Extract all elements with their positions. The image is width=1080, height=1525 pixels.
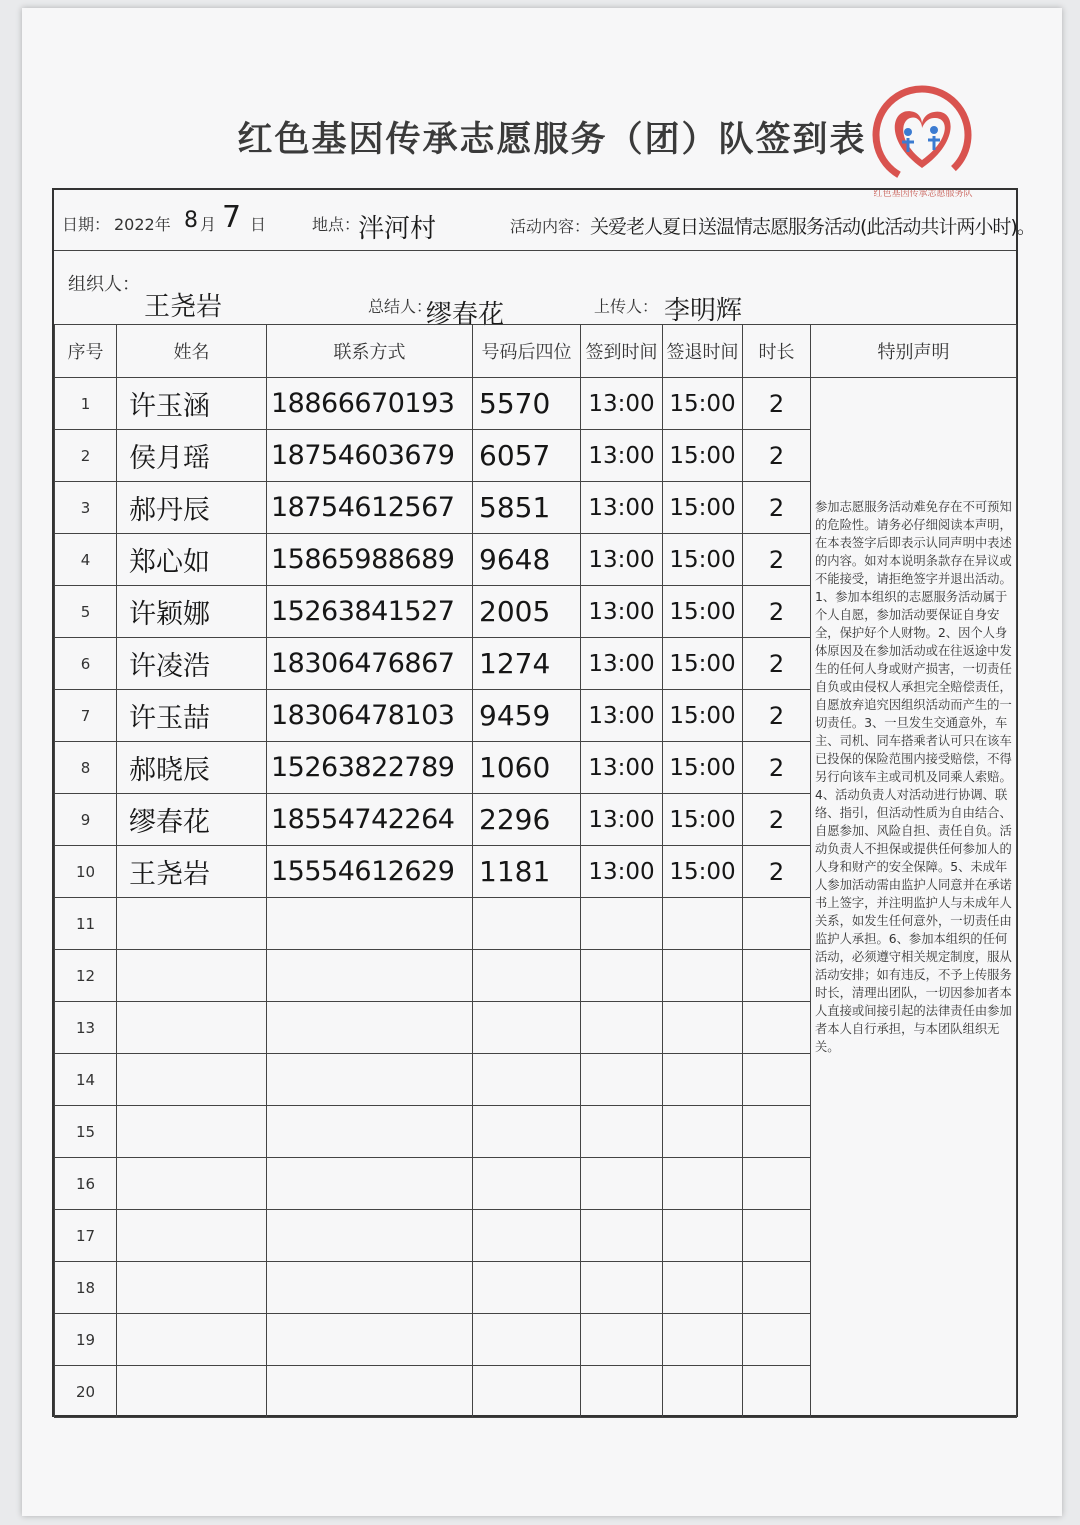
row-number: 6 <box>55 638 117 690</box>
phone-cell <box>267 1106 473 1158</box>
logo-caption: 红色基因传承志愿服务队 <box>873 189 973 199</box>
name-cell: 王尧岩 <box>117 846 267 898</box>
sign-in-time-cell: 13:00 <box>581 794 663 846</box>
duration-cell <box>743 1262 811 1314</box>
sign-in-time-cell <box>581 1106 663 1158</box>
content-label: 活动内容： <box>510 217 591 236</box>
paper-sheet <box>22 8 1062 1516</box>
name-cell <box>117 1314 267 1366</box>
sign-in-time-cell <box>581 1158 663 1210</box>
phone-cell <box>267 950 473 1002</box>
date-day: 7 <box>222 200 242 235</box>
sign-in-time-cell <box>581 950 663 1002</box>
meta-row-people <box>54 250 1016 330</box>
summarizer-label: 总结人： <box>368 297 433 316</box>
sign-out-time-cell <box>663 1002 743 1054</box>
sign-in-time-cell: 13:00 <box>581 742 663 794</box>
row-number: 2 <box>55 430 117 482</box>
last4-cell: 2005 <box>473 586 581 638</box>
last4-cell <box>473 898 581 950</box>
name-cell: 许玉喆 <box>117 690 267 742</box>
name-cell: 郑心如 <box>117 534 267 586</box>
header-name: 姓名 <box>117 325 267 378</box>
header-no: 序号 <box>55 325 117 378</box>
sign-in-time-cell: 13:00 <box>581 482 663 534</box>
last4-cell <box>473 950 581 1002</box>
sign-in-time-cell <box>581 1054 663 1106</box>
phone-cell <box>267 1210 473 1262</box>
name-cell <box>117 1366 267 1418</box>
phone-cell: 15865988689 <box>267 534 473 586</box>
sign-out-time-cell: 15:00 <box>663 690 743 742</box>
row-number: 15 <box>55 1106 117 1158</box>
name-cell <box>117 1210 267 1262</box>
last4-cell <box>473 1210 581 1262</box>
sign-out-time-cell <box>663 1106 743 1158</box>
name-cell <box>117 1106 267 1158</box>
header-last4: 号码后四位 <box>473 325 581 378</box>
row-number: 4 <box>55 534 117 586</box>
sign-in-time-cell <box>581 1314 663 1366</box>
duration-cell: 2 <box>743 690 811 742</box>
row-number: 16 <box>55 1158 117 1210</box>
last4-cell: 2296 <box>473 794 581 846</box>
row-number: 14 <box>55 1054 117 1106</box>
phone-cell: 15263822789 <box>267 742 473 794</box>
sign-in-time-cell: 13:00 <box>581 378 663 430</box>
name-cell: 侯月瑶 <box>117 430 267 482</box>
uploader-label: 上传人： <box>594 297 659 316</box>
sign-in-time-cell: 13:00 <box>581 690 663 742</box>
table-header-row <box>55 325 1017 378</box>
duration-cell: 2 <box>743 430 811 482</box>
row-number: 3 <box>55 482 117 534</box>
sign-in-form <box>52 188 1035 1417</box>
sign-out-time-cell <box>663 1158 743 1210</box>
row-number: 1 <box>55 378 117 430</box>
sign-out-time-cell: 15:00 <box>663 534 743 586</box>
sign-out-time-cell: 15:00 <box>663 638 743 690</box>
name-cell <box>117 1158 267 1210</box>
duration-cell: 2 <box>743 378 811 430</box>
row-number: 8 <box>55 742 117 794</box>
phone-cell: 18306478103 <box>267 690 473 742</box>
sign-out-time-cell <box>663 898 743 950</box>
phone-cell: 18754603679 <box>267 430 473 482</box>
header-sign-out-time: 签退时间 <box>663 325 743 378</box>
last4-cell: 6057 <box>473 430 581 482</box>
meta-row-date <box>54 190 1035 251</box>
last4-cell: 1181 <box>473 846 581 898</box>
duration-cell <box>743 898 811 950</box>
sign-out-time-cell: 15:00 <box>663 482 743 534</box>
last4-cell <box>473 1002 581 1054</box>
summarizer-value: 缪春花 <box>426 300 505 330</box>
phone-cell <box>267 1366 473 1418</box>
phone-cell <box>267 1262 473 1314</box>
last4-cell <box>473 1262 581 1314</box>
last4-cell: 1060 <box>473 742 581 794</box>
last4-cell <box>473 1106 581 1158</box>
name-cell: 许颖娜 <box>117 586 267 638</box>
place-value: 泮河村 <box>358 214 437 244</box>
sign-in-time-cell: 13:00 <box>581 846 663 898</box>
phone-cell <box>267 1158 473 1210</box>
last4-cell: 9459 <box>473 690 581 742</box>
name-cell <box>117 898 267 950</box>
date-label: 日期： <box>62 215 111 234</box>
phone-cell <box>267 1002 473 1054</box>
row-number: 10 <box>55 846 117 898</box>
date-month: 8 <box>184 208 198 233</box>
row-number: 11 <box>55 898 117 950</box>
row-number: 12 <box>55 950 117 1002</box>
name-cell: 郝丹辰 <box>117 482 267 534</box>
phone-cell: 15554612629 <box>267 846 473 898</box>
row-number: 5 <box>55 586 117 638</box>
phone-cell: 18866670193 <box>267 378 473 430</box>
month-unit: 月 <box>200 215 217 234</box>
sign-in-table <box>54 324 1017 1418</box>
last4-cell <box>473 1054 581 1106</box>
sign-out-time-cell <box>663 1314 743 1366</box>
sign-out-time-cell <box>663 1262 743 1314</box>
content-value: 关爱老人夏日送温情志愿服务活动(此活动共计两小时)。 <box>590 216 1035 238</box>
organizer-value: 王尧岩 <box>144 292 223 322</box>
duration-cell: 2 <box>743 846 811 898</box>
row-number: 17 <box>55 1210 117 1262</box>
duration-cell: 2 <box>743 534 811 586</box>
sign-in-time-cell <box>581 1002 663 1054</box>
sign-in-time-cell <box>581 1262 663 1314</box>
duration-cell <box>743 1314 811 1366</box>
sign-out-time-cell <box>663 950 743 1002</box>
sign-in-time-cell: 13:00 <box>581 586 663 638</box>
phone-cell <box>267 898 473 950</box>
organizer-label: 组织人： <box>68 274 140 295</box>
row-number: 18 <box>55 1262 117 1314</box>
phone-cell <box>267 1054 473 1106</box>
last4-cell <box>473 1158 581 1210</box>
date-year: 2022年 <box>114 215 171 234</box>
header-duration: 时长 <box>743 325 811 378</box>
header-contact: 联系方式 <box>267 325 473 378</box>
phone-cell <box>267 1314 473 1366</box>
duration-cell <box>743 950 811 1002</box>
last4-cell: 5570 <box>473 378 581 430</box>
name-cell: 许凌浩 <box>117 638 267 690</box>
sign-out-time-cell: 15:00 <box>663 742 743 794</box>
sign-out-time-cell: 15:00 <box>663 430 743 482</box>
last4-cell <box>473 1314 581 1366</box>
header-sign-in-time: 签到时间 <box>581 325 663 378</box>
name-cell: 许玉涵 <box>117 378 267 430</box>
uploader-value: 李明辉 <box>664 296 743 326</box>
sign-out-time-cell: 15:00 <box>663 846 743 898</box>
sign-in-time-cell: 13:00 <box>581 534 663 586</box>
duration-cell: 2 <box>743 742 811 794</box>
table-row <box>55 378 1017 430</box>
row-number: 7 <box>55 690 117 742</box>
last4-cell: 5851 <box>473 482 581 534</box>
duration-cell <box>743 1366 811 1418</box>
name-cell <box>117 1054 267 1106</box>
last4-cell: 9648 <box>473 534 581 586</box>
sign-out-time-cell <box>663 1054 743 1106</box>
duration-cell <box>743 1158 811 1210</box>
duration-cell: 2 <box>743 586 811 638</box>
phone-cell: 15263841527 <box>267 586 473 638</box>
last4-cell <box>473 1366 581 1418</box>
duration-cell <box>743 1106 811 1158</box>
duration-cell <box>743 1002 811 1054</box>
name-cell <box>117 1002 267 1054</box>
phone-cell: 18554742264 <box>267 794 473 846</box>
name-cell <box>117 950 267 1002</box>
last4-cell: 1274 <box>473 638 581 690</box>
duration-cell <box>743 1054 811 1106</box>
sign-in-time-cell: 13:00 <box>581 430 663 482</box>
duration-cell: 2 <box>743 638 811 690</box>
sign-in-time-cell: 13:00 <box>581 638 663 690</box>
row-number: 19 <box>55 1314 117 1366</box>
special-statement-text: 参加志愿服务活动难免存在不可预知的危险性。请务必仔细阅读本声明，在本表签字后即表示认同声明中表述的内容。如对本说明条款存在异议或不能接受，请拒绝签字并退出活动。 1、参加本组织的志愿服务活动属于个人自愿，参加活动要保证自身安全，保护好个人财物。2、因个人身体原因及在参加活动或在往返途中发生的任何人身或财产损害，一切责任自负或由侵权人承担完全赔偿责任，自愿放弃追究因组织活动而产生的一切责任。3、一旦发生交通意外，车主、司机、同车搭乘者认可只在该车已投保的保险范围内接受赔偿，不得另行向该车主或司机及同乘人索赔。4、活动负责人对活动进行协调、联络、指引，但活动性质为自由结合、自愿参加、风险自担、责任自负。活动负责人不担保或提供任何参加人的人身和财产的安全保障。5、未成年人参加活动需由监护人同意并在承诺书上签字，并注明监护人与未成年人关系，如发生任何意外，一切责任由监护人承担。6、参加本组织的任何活动，必须遵守相关规定制度，服从活动安排；如有违反，不予上传服务时长，清理出团队，一切因参加者本人直接或间接引起的法律责任由参加者本人自行承担，与本团队组织无关。 <box>811 378 1017 1418</box>
row-number: 13 <box>55 1002 117 1054</box>
sign-in-time-cell <box>581 1366 663 1418</box>
place-label: 地点： <box>312 215 361 234</box>
duration-cell <box>743 1210 811 1262</box>
sign-out-time-cell: 15:00 <box>663 586 743 638</box>
header-special-statement: 特别声明 <box>811 325 1017 378</box>
form-title: 红色基因传承志愿服务（团）队签到表 <box>237 119 867 160</box>
duration-cell: 2 <box>743 794 811 846</box>
sign-out-time-cell <box>663 1210 743 1262</box>
sign-out-time-cell: 15:00 <box>663 794 743 846</box>
duration-cell: 2 <box>743 482 811 534</box>
day-unit: 日 <box>250 215 267 234</box>
sign-in-time-cell <box>581 1210 663 1262</box>
name-cell: 郝晓辰 <box>117 742 267 794</box>
sign-in-time-cell <box>581 898 663 950</box>
phone-cell: 18754612567 <box>267 482 473 534</box>
name-cell: 缪春花 <box>117 794 267 846</box>
sign-out-time-cell <box>663 1366 743 1418</box>
name-cell <box>117 1262 267 1314</box>
row-number: 20 <box>55 1366 117 1418</box>
sign-out-time-cell: 15:00 <box>663 378 743 430</box>
phone-cell: 18306476867 <box>267 638 473 690</box>
row-number: 9 <box>55 794 117 846</box>
